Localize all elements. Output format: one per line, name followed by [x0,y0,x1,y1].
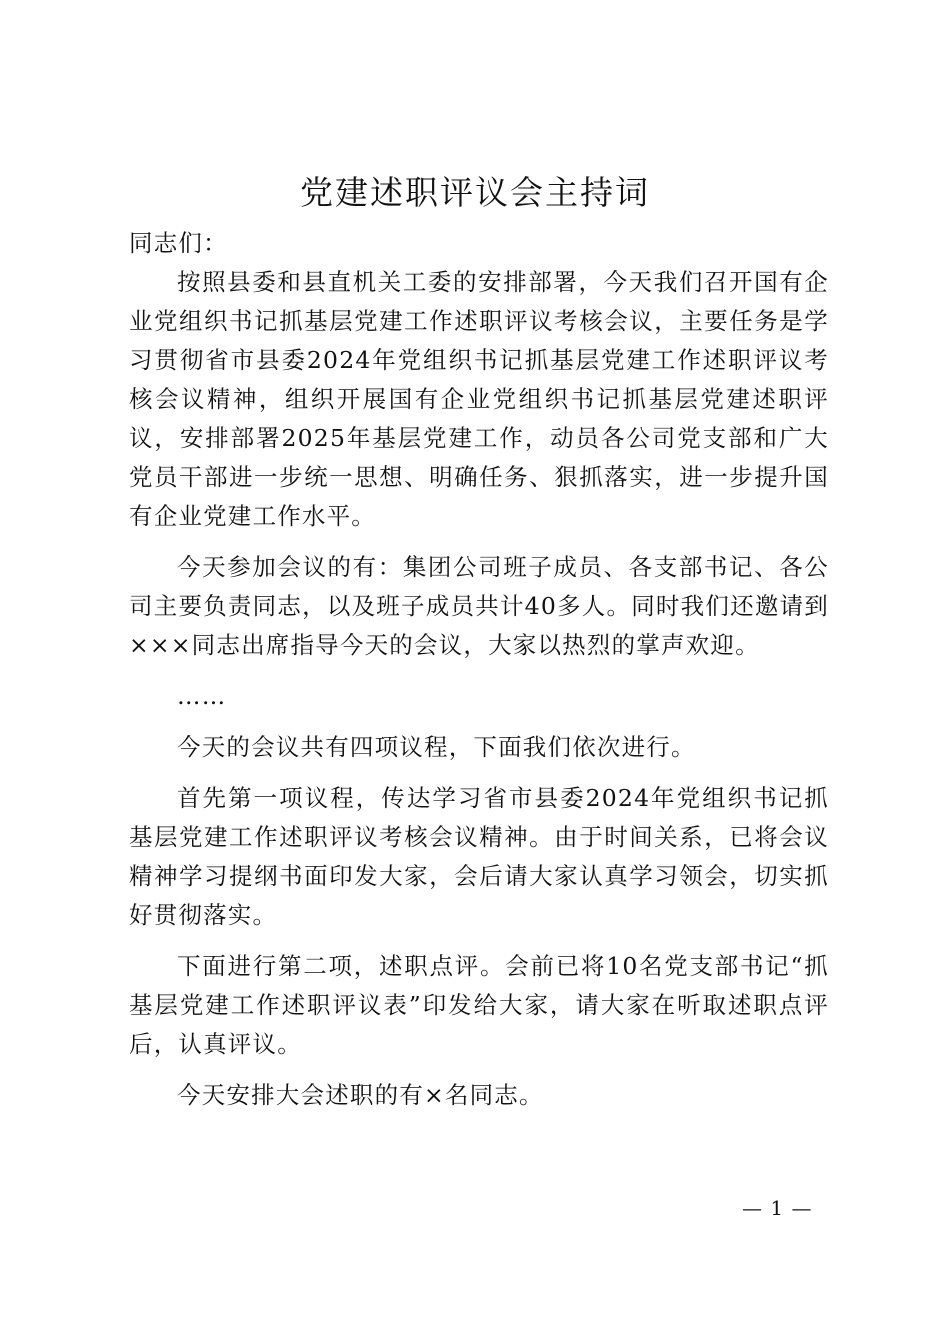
document-body [129,224,829,1115]
paragraph-ellipsis: …… [177,682,227,710]
salutation: 同志们： [129,229,228,257]
paragraph-opening: 按照县委和县直机关工委的安排部署，今天我们召开国有企业党组织书记抓基层党建工作述职评议考核会议，主要任务是学习贯彻省市县委2024年党组织书记抓基层党建工作述职评议考核会议精神，组织开展国有企业党组织书记抓基层党建述职评议，安排部署2025年基层党建工作，动员各公司党支部和广大党员干部进一步统一思想、明确任务、狠抓落实，进一步提升国有企业党建工作水平。 [129,268,829,530]
paragraph-agenda-item-2: 下面进行第二项，述职点评。会前已将10名党支部书记“抓基层党建工作述职评议表”印发给大家，请大家在听取述职点评后，认真评议。 [129,952,829,1058]
document-title: 党建述职评议会主持词 [300,173,650,212]
paragraph-agenda-item-1: 首先第一项议程，传达学习省市县委2024年党组织书记抓基层党建工作述职评议考核会议精神。由于时间关系，已将会议精神学习提纲书面印发大家，会后请大家认真学习领会，切实抓好贯彻落实。 [129,784,829,929]
paragraph-speakers: 今天安排大会述职的有×名同志。 [177,1081,544,1109]
paragraph-attendees: 今天参加会议的有：集团公司班子成员、各支部书记、各公司主要负责同志，以及班子成员共计40多人。同时我们还邀请到×××同志出席指导今天的会议，大家以热烈的掌声欢迎。 [129,553,829,659]
page-number: — 1 — [742,1196,813,1220]
paragraph-agenda-intro: 今天的会议共有四项议程，下面我们依次进行。 [177,733,696,761]
